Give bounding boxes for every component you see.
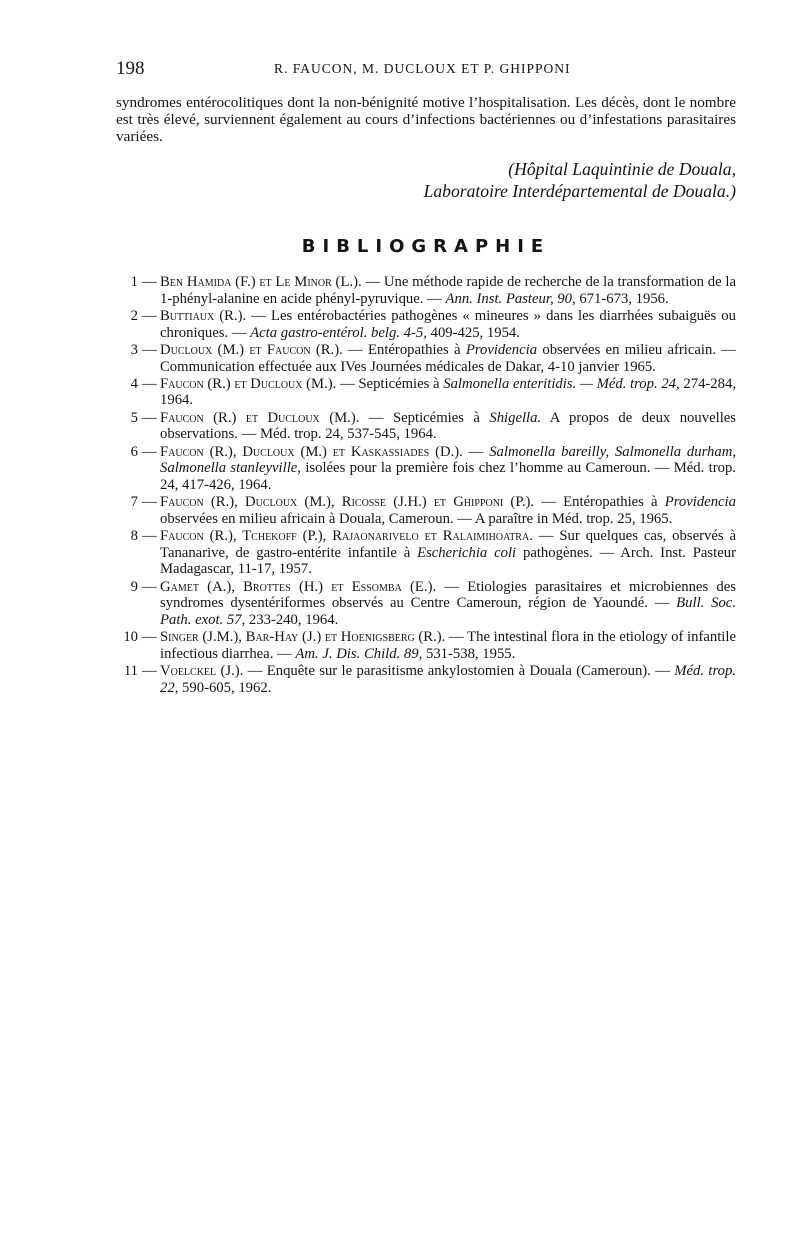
reference-tail: pathogènes. — Arch. Inst. Pasteur Madagascar, 11-17, 1957.: [160, 544, 736, 578]
reference-dash: —: [142, 494, 157, 511]
reference-item: [116, 410, 736, 443]
reference-authors: Buttiaux (R.).: [160, 307, 247, 324]
reference-journal: Ann. Inst. Pasteur, 90,: [445, 290, 576, 307]
reference-authors: Ducloux (M.) et Faucon (R.).: [160, 341, 343, 358]
reference-item: [116, 274, 736, 307]
reference-dash: —: [142, 307, 157, 324]
reference-item: [116, 528, 736, 578]
reference-number: 6: [130, 443, 138, 460]
reference-authors: Ben Hamida (F.) et Le Minor (L.).: [160, 274, 362, 290]
reference-authors: Faucon (R.) et Ducloux (M.).: [160, 409, 360, 426]
reference-text: — Enquête sur le parasitisme ankylostomien à Douala (Cameroun). —: [243, 663, 675, 680]
reference-text: — Entéropathies à: [342, 341, 466, 358]
reference-tail: 233-240, 1964.: [245, 612, 339, 629]
reference-dash: —: [142, 629, 157, 646]
reference-text: — Septicémies à: [359, 409, 490, 426]
reference-journal: Acta gastro-entérol. belg. 4-5,: [250, 324, 427, 341]
reference-number: 7: [130, 494, 138, 511]
affiliation-line-1: (Hôpital Laquintinie de Douala,: [508, 159, 736, 179]
affiliation: [300, 158, 736, 202]
reference-authors: Voelckel (J.).: [160, 663, 244, 680]
reference-authors: Faucon (R.), Tchekoff (P.), Rajaonarivelo et Ralaimihoatra.: [160, 528, 533, 545]
reference-item: [116, 376, 736, 409]
reference-dash: —: [142, 578, 157, 595]
reference-journal: Shigella.: [489, 409, 542, 426]
reference-tail: 531-538, 1955.: [422, 645, 516, 662]
reference-number: 1: [130, 274, 138, 290]
page-number: 198: [116, 58, 145, 79]
reference-item: [116, 342, 736, 375]
reference-journal: Méd. trop. 22,: [160, 663, 736, 696]
reference-list: [116, 274, 736, 697]
reference-number: 5: [130, 409, 138, 426]
reference-dash: —: [142, 341, 157, 358]
reference-journal: Providencia: [664, 494, 736, 511]
reference-tail: observées en milieu africain à Douala, Cameroun. — A paraître in Méd. trop. 25, 1965.: [160, 510, 673, 527]
reference-number: 2: [130, 307, 138, 324]
reference-tail: 274-284, 1964.: [160, 375, 737, 409]
reference-journal: Escherichia coli: [417, 544, 517, 561]
reference-number: 3: [130, 341, 138, 358]
reference-text: — Etiologies parasitaires et microbiennes des syndromes dysentériformes observés au Centre Cameroun, région de Yaoundé. —: [160, 578, 736, 612]
reference-number: 9: [130, 578, 138, 595]
reference-authors: Faucon (R.), Ducloux (M.) et Kaskassiades (D.).: [160, 443, 463, 460]
reference-dash: —: [142, 409, 157, 426]
reference-tail: isolées pour la première fois chez l’homme au Cameroun. — Méd. trop. 24, 417-426, 1964.: [160, 460, 736, 493]
reference-journal: Salmonella enteritidis. — Méd. trop. 24,: [443, 375, 680, 392]
reference-journal: Bull. Soc. Path. exot. 57,: [160, 595, 736, 629]
reference-dash: —: [142, 375, 157, 392]
reference-item: [116, 444, 736, 494]
reference-authors: Faucon (R.) et Ducloux (M.).: [160, 375, 337, 392]
reference-text: — Les entérobactéries pathogènes « mineures » dans les diarrhées subaiguës ou chroniques. —: [160, 307, 736, 341]
reference-text: — Une méthode rapide de recherche de la transformation de la 1-phényl-alanine en acide phényl-pyruvique. —: [160, 274, 736, 307]
reference-authors: Singer (J.M.), Bar-Hay (J.) et Hoenigsberg (R.).: [160, 629, 446, 646]
reference-tail: A propos de deux nouvelles observations. — Méd. trop. 24, 537-545, 1964.: [160, 409, 737, 443]
reference-item: [116, 629, 736, 662]
running-head: R. FAUCON, M. DUCLOUX ET P. GHIPPONI: [274, 61, 571, 76]
intro-paragraph: syndromes entérocolitiques dont la non-bénignité motive l’hospitalisation. Les décès, dont le nombre est très élevé, surviennent également au cours d’infections bactériennes ou d’infestations parasitaires variées.: [116, 94, 736, 145]
bibliography-heading: BIBLIOGRAPHIE: [301, 236, 551, 257]
reference-dash: —: [142, 528, 157, 545]
reference-text: — Sur quelques cas, observés à Tananarive, de gastro-entérite infantile à: [160, 528, 736, 561]
reference-number: 8: [130, 528, 138, 545]
reference-tail: 409-425, 1954.: [426, 324, 520, 341]
reference-item: [116, 308, 736, 341]
reference-item: [116, 663, 736, 696]
reference-tail: 590-605, 1962.: [178, 679, 272, 696]
reference-journal: Am. J. Dis. Child. 89,: [295, 645, 423, 662]
reference-number: 4: [130, 375, 138, 392]
reference-tail: 671-673, 1956.: [575, 290, 669, 307]
affiliation-line-2: Laboratoire Interdépartemental de Douala.): [423, 181, 736, 201]
page-header: [116, 58, 736, 82]
reference-number: 10: [123, 629, 138, 646]
reference-text: — Entéropathies à: [534, 494, 665, 511]
reference-dash: —: [142, 443, 157, 460]
reference-authors: Faucon (R.), Ducloux (M.), Ricosse (J.H.) et Ghipponi (P.).: [160, 494, 535, 511]
reference-authors: Gamet (A.), Brottes (H.) et Essomba (E.).: [160, 578, 437, 595]
reference-item: [116, 494, 736, 527]
reference-text: — Septicémies à: [336, 375, 444, 392]
reference-dash: —: [142, 663, 157, 680]
reference-number: 11: [123, 663, 138, 680]
reference-item: [116, 579, 736, 629]
reference-journal: Salmonella bareilly, Salmonella durham, Salmonella stanleyville,: [160, 443, 736, 477]
reference-journal: Providencia: [465, 341, 538, 358]
reference-text: — The intestinal flora in the etiology of infantile infectious diarrhea. —: [160, 629, 736, 662]
reference-tail: observées en milieu africain. — Communication effectuée aux IVes Journées médicales de Dakar, 4-10 janvier 1965.: [160, 341, 736, 375]
reference-text: —: [462, 443, 490, 460]
reference-dash: —: [142, 274, 157, 290]
